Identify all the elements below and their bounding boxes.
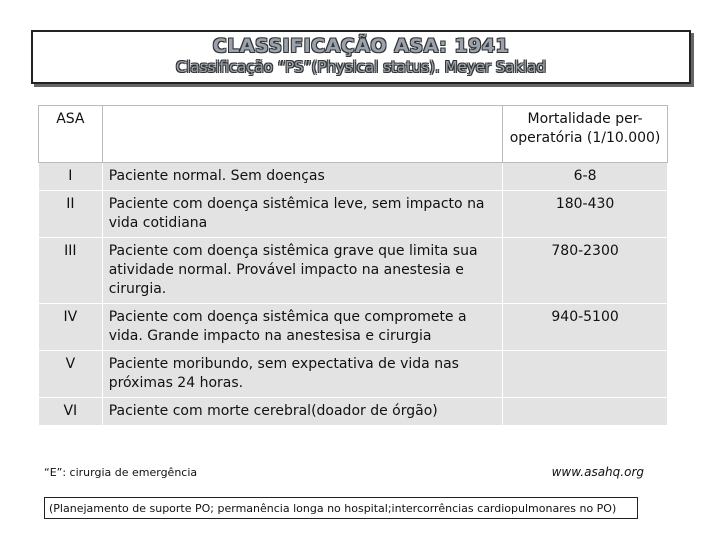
asa-class: V xyxy=(39,351,103,398)
title-box xyxy=(31,30,691,84)
outcomes-note: (Planejamento de suporte PO; permanência longa no hospital;intercorrências cardiopulmonares no PO) xyxy=(44,497,638,519)
asa-description: Paciente com doença sistêmica que compromete a vida. Grande impacto na anestesisa e cirurgia xyxy=(102,304,502,351)
asa-class: II xyxy=(39,191,103,238)
asa-description: Paciente normal. Sem doenças xyxy=(102,163,502,191)
asa-description: Paciente com doença sistêmica leve, sem impacto na vida cotidiana xyxy=(102,191,502,238)
header-asa: ASA xyxy=(39,106,103,163)
header-description xyxy=(102,106,502,163)
table-row xyxy=(39,351,668,398)
asa-class: I xyxy=(39,163,103,191)
asa-class: IV xyxy=(39,304,103,351)
source-link: www.asahq.org xyxy=(551,465,644,479)
table-row xyxy=(39,398,668,426)
asa-class: VI xyxy=(39,398,103,426)
asa-table xyxy=(38,105,668,426)
header-mortality: Mortalidade per-operatória (1/10.000) xyxy=(503,106,668,163)
asa-description: Paciente moribundo, sem expectativa de vida nas próximas 24 horas. xyxy=(102,351,502,398)
page-subtitle: Classificação “PS”(Physical status). Meyer Saklad xyxy=(175,58,547,76)
table-header-row xyxy=(39,106,668,163)
emergency-note: “E”: cirurgia de emergência xyxy=(44,466,198,479)
asa-mortality: 780-2300 xyxy=(503,238,668,304)
table-row xyxy=(39,163,668,191)
asa-mortality xyxy=(503,351,668,398)
page-title: CLASSIFICAÇÃO ASA: 1941 xyxy=(212,35,510,57)
table-row xyxy=(39,304,668,351)
asa-mortality: 6-8 xyxy=(503,163,668,191)
asa-description: Paciente com doença sistêmica grave que limita sua atividade normal. Provável impacto na anestesia e cirurgia. xyxy=(102,238,502,304)
table-row xyxy=(39,191,668,238)
asa-class: III xyxy=(39,238,103,304)
asa-mortality: 940-5100 xyxy=(503,304,668,351)
asa-mortality xyxy=(503,398,668,426)
table-row xyxy=(39,238,668,304)
asa-description: Paciente com morte cerebral(doador de órgão) xyxy=(102,398,502,426)
asa-mortality: 180-430 xyxy=(503,191,668,238)
